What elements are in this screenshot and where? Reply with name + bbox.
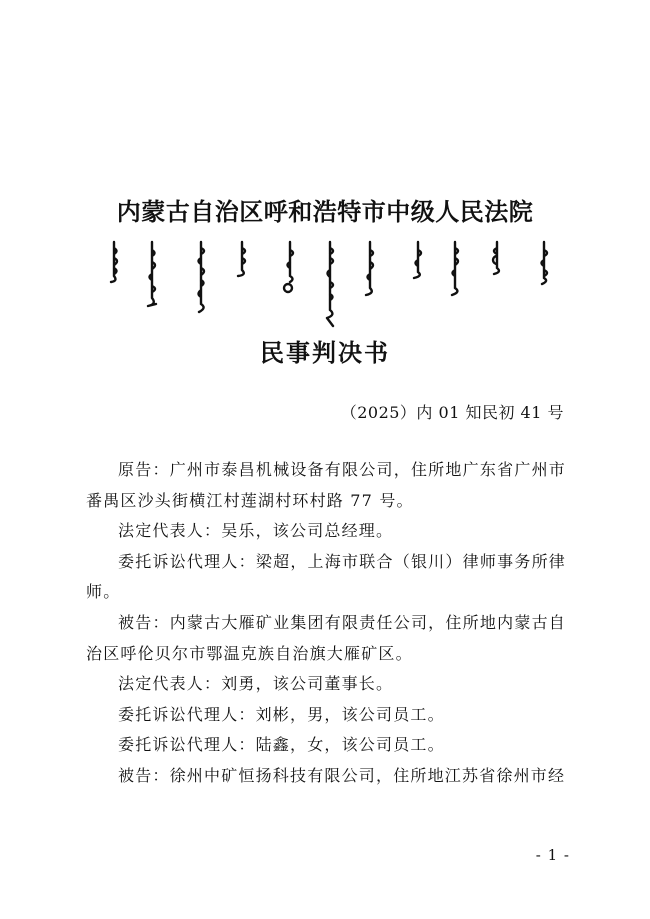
page-number: - 1 - [535, 846, 570, 864]
court-title: 内蒙古自治区呼和浩特市中级人民法院 [116, 197, 534, 226]
paragraph-defendant-1-agent-1: 委托诉讼代理人：刘彬，男，该公司员工。 [118, 704, 445, 724]
paragraph-defendant-1-agent-2: 委托诉讼代理人：陆鑫，女，该公司员工。 [118, 735, 445, 755]
paragraph-defendant-2: 被告：徐州中矿恒扬科技有限公司，住所地江苏省徐州市经 [118, 765, 566, 785]
paragraph-defendant-1: 被告：内蒙古大雁矿业集团有限责任公司，住所地内蒙古自治区呼伦贝尔市鄂温克族自治旗大雁矿区。 [86, 612, 566, 663]
document-body [86, 455, 566, 792]
paragraph-plaintiff-legal-rep: 法定代表人：吴乐，该公司总经理。 [118, 521, 394, 541]
paragraph-defendant-1-legal-rep: 法定代表人：刘勇，该公司董事长。 [118, 674, 394, 694]
paragraph-plaintiff: 原告：广州市泰昌机械设备有限公司，住所地广东省广州市番禺区沙头街横江村莲湖村环村路 77 号。 [86, 460, 566, 510]
case-number: （2025）内 01 知民初 41 号 [340, 403, 564, 422]
mongolian-script-court-name-icon [108, 238, 568, 336]
document-type-title: 民事判决书 [260, 338, 390, 367]
mongolian-court-name [108, 238, 568, 336]
paragraph-plaintiff-agent: 委托诉讼代理人：梁超，上海市联合（银川）律师事务所律师。 [86, 551, 566, 602]
